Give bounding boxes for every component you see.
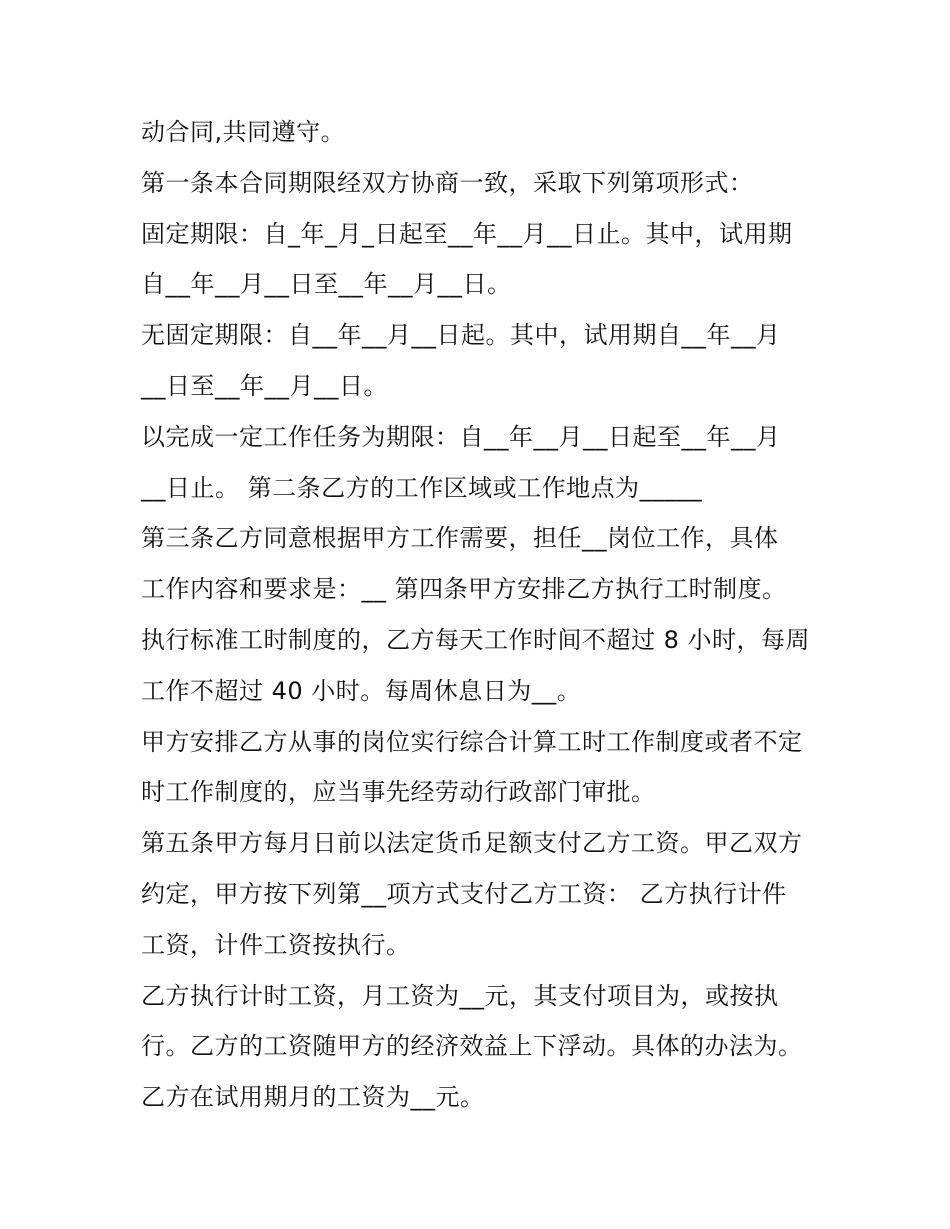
text-line: 动合同,共同遵守。 [141, 118, 346, 146]
text-line: 无固定期限：自__年__月__日起。其中，试用期自__年__月 [141, 321, 781, 350]
text-line: __日止。 第二条乙方的工作区域或工作地点为_____ [141, 473, 703, 502]
text-line: 工作不超过 40 小时。每周休息日为__。 [141, 676, 582, 705]
text-line: 乙方在试用期月的工资为__元。 [141, 1083, 485, 1112]
contract-body-text [141, 107, 821, 1123]
text-line: 时工作制度的，应当事先经劳动行政部门审批。 [141, 778, 656, 807]
text-line: 自__年__月__日至__年__月__日。 [141, 270, 512, 299]
text-line: 甲方安排乙方从事的岗位实行综合计算工时工作制度或者不定 [141, 727, 803, 756]
text-line: 行。乙方的工资随甲方的经济效益上下浮动。具体的办法为。 [141, 1032, 803, 1061]
text-line: 约定，甲方按下列第__项方式支付乙方工资： 乙方执行计件 [141, 879, 787, 908]
text-line: 第五条甲方每月日前以法定货币足额支付乙方工资。甲乙双方 [141, 829, 803, 858]
text-line: 固定期限：自_年_月_日起至__年__月__日止。其中，试用期 [141, 219, 793, 248]
text-line: 执行标准工时制度的，乙方每天工作时间不超过 8 小时，每周 [141, 625, 811, 654]
text-line: 工作内容和要求是：__ 第四条甲方安排乙方执行工时制度。 [141, 575, 787, 604]
text-line: 以完成一定工作任务为期限：自__年__月__日起至__年__月 [141, 422, 781, 451]
text-line: 第一条本合同期限经双方协商一致，采取下列第项形式： [141, 168, 754, 197]
text-line: 乙方执行计时工资，月工资为__元，其支付项目为，或按执 [141, 981, 779, 1010]
text-line: 第三条乙方同意根据甲方工作需要，担任__岗位工作，具体 [141, 524, 779, 553]
text-line: __日至__年__月__日。 [141, 371, 388, 400]
text-line: 工资，计件工资按执行。 [141, 930, 411, 959]
